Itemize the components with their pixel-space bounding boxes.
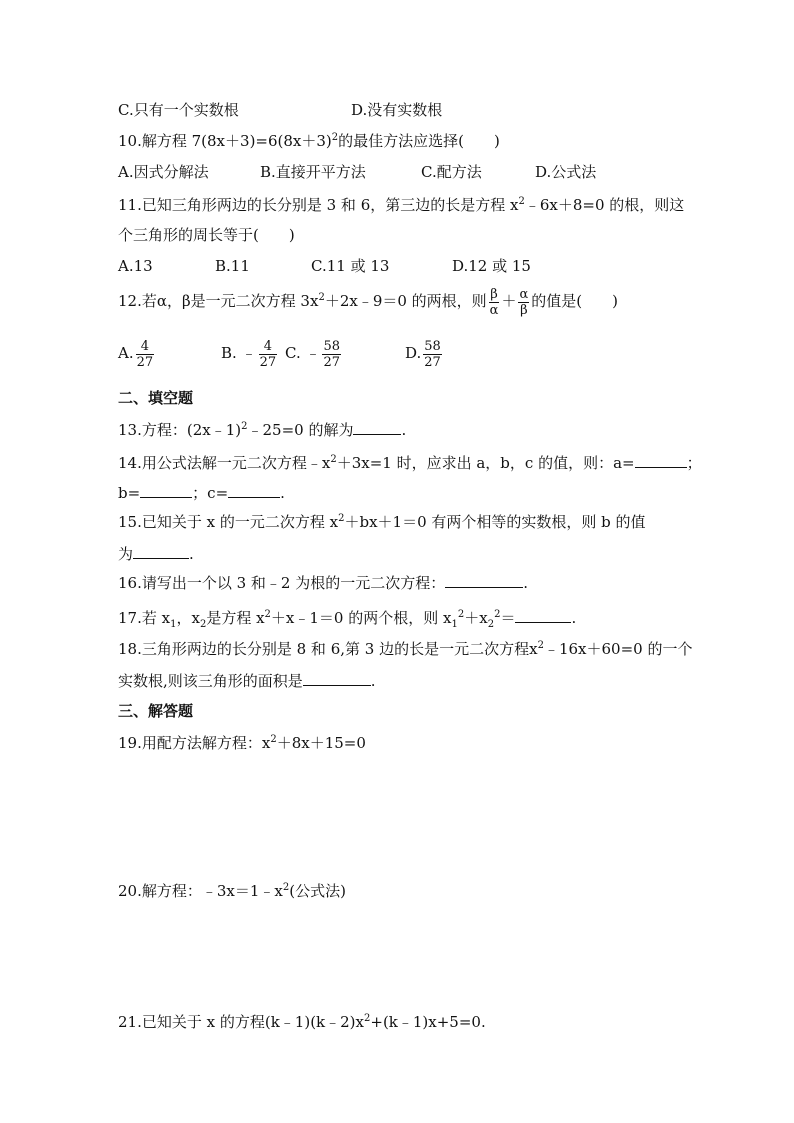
q11-options — [118, 256, 678, 276]
q12-stem: 12.若α，β是一元二次方程 $3x^2+2x﹣9=0$ 的两根，则 $\frac{\beta}{\alpha}$ ＋ $\frac{\alpha}{\beta}$ 的值是( ) — [118, 286, 618, 318]
q9-option-d: D.没有实数根 — [351, 101, 443, 119]
q10-stem: 10.解方程 $7(8x+3)=6(8x+3)^2$的最佳方法应选择( ) — [118, 132, 500, 150]
q15-stem-line1: 15.已知关于 x 的一元二次方程 $x^2+bx+1=0$ 有两个相等的实数根，则 b 的值 — [118, 513, 646, 531]
q9-option-c: C.只有一个实数根 — [118, 101, 239, 119]
section-fill-in-heading: 二、填空题 — [118, 389, 194, 407]
q14-stem-line2: b= ；c= . — [118, 484, 285, 502]
section-solve-heading: 三、解答题 — [118, 702, 194, 720]
q12-option-a: A. $\frac{4}{27}$ — [118, 338, 154, 370]
q12-option-b: B. ﹣ $\frac{4}{27}$ — [221, 338, 277, 370]
q17-stem: 17.若 $x_1$，$x_2$是方程 $x^2+x﹣1=0$ 的两个根，则 $x_1^2+x_2^2=$ . — [118, 609, 577, 630]
q10-option-d: D.公式法 — [535, 163, 597, 181]
q14-c-blank[interactable] — [228, 482, 280, 498]
q13-stem: 13.方程：(2x﹣1)$^2$﹣25=0 的解为 . — [118, 421, 407, 439]
q11-stem-line1: 11.已知三角形两边的长分别是 3 和 6，第三边的长是方程 $x^2﹣6x+8=0$ 的根，则这 — [118, 196, 685, 214]
q10-option-b: B.直接开平方法 — [260, 163, 366, 181]
q18-answer-blank[interactable] — [303, 670, 371, 686]
q15-stem-line2: 为 . — [118, 545, 194, 563]
q20-stem: 20.解方程：$﹣3x=1﹣x^2$(公式法) — [118, 882, 346, 900]
q12-option-d-fraction: $\frac{58}{27}$ — [424, 338, 441, 370]
q19-stem: 19.用配方法解方程：$x^2+8x+15=0$ — [118, 734, 366, 752]
q17-answer-blank[interactable] — [515, 607, 571, 623]
q14-b-blank[interactable] — [140, 482, 192, 498]
q11-stem-line2: 个三角形的周长等于( ) — [118, 226, 295, 244]
q12-option-c-fraction: $\frac{58}{27}$ — [323, 338, 341, 370]
q10-option-a: A.因式分解法 — [118, 163, 209, 181]
q12-option-c: C. ﹣ $\frac{58}{27}$ — [285, 338, 341, 370]
q11-option-d: D.12 或 15 — [452, 257, 531, 275]
q18-stem-line1: 18.三角形两边的长分别是 8 和 6,第 3 边的长是一元二次方程$x^2﹣16x+60=0$ 的一个 — [118, 640, 693, 658]
q11-option-b: B.11 — [215, 257, 250, 275]
q12-option-b-fraction: $\frac{4}{27}$ — [259, 338, 277, 370]
q12-options — [118, 333, 678, 373]
q12-fraction-beta-over-alpha: $\frac{\beta}{\alpha}$ — [489, 286, 499, 318]
q21-stem: 21.已知关于 x 的方程$(k﹣1)(k﹣2)x^2+(k﹣1)x+5=0$. — [118, 1013, 486, 1031]
q15-answer-blank[interactable] — [133, 543, 189, 559]
q9-options — [118, 100, 678, 120]
q12-fraction-alpha-over-beta: $\frac{\alpha}{\beta}$ — [519, 286, 529, 318]
q16-answer-blank[interactable] — [445, 572, 523, 588]
q14-stem-line1: 14.用公式法解一元二次方程$﹣x^2+3x=1$ 时，应求出 a，b，c 的值，则：a= ； — [118, 454, 702, 472]
q12-option-d: D. $\frac{58}{27}$ — [405, 338, 441, 370]
q14-a-blank[interactable] — [635, 452, 687, 468]
q18-stem-line2: 实数根,则该三角形的面积是 . — [118, 672, 376, 690]
q10-option-c: C.配方法 — [421, 163, 482, 181]
q12-option-a-fraction: $\frac{4}{27}$ — [136, 338, 154, 370]
q11-option-a: A.13 — [118, 257, 153, 275]
q16-stem: 16.请写出一个以 3 和﹣2 为根的一元二次方程： . — [118, 574, 529, 592]
q11-option-c: C.11 或 13 — [311, 257, 390, 275]
q10-options — [118, 162, 678, 182]
q13-answer-blank[interactable] — [353, 419, 401, 435]
